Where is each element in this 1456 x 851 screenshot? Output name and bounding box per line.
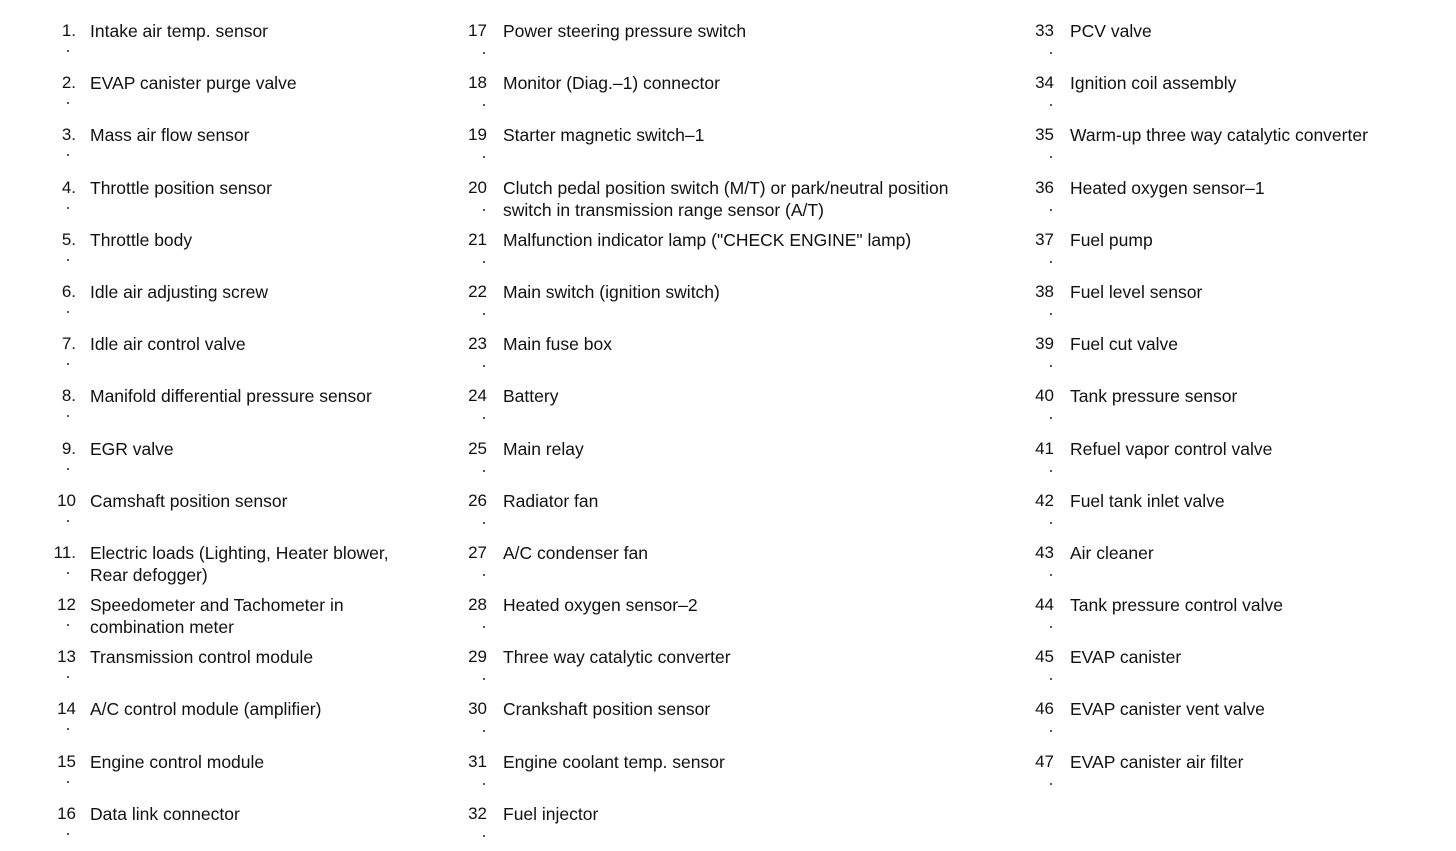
legend-item-label [90,385,372,407]
leader-dot [67,676,69,678]
legend-item-label [1070,438,1272,460]
legend-item-number: 17 [468,21,487,40]
legend-item-number: 2. [61,73,76,93]
legend-item-label-line: Transmission control module [90,647,314,668]
legend-item-label [90,698,321,720]
leader-dot [67,154,69,156]
legend-item-label [90,177,272,199]
legend-item-label-line: Electric loads (Lighting, Heater blower, [90,542,389,563]
legend-item-label [503,542,648,564]
legend-item [40,225,440,277]
leader-dot [67,415,69,417]
legend-item-label-line: Main relay [503,438,584,459]
legend-item-label-line: Intake air temp. sensor [90,21,268,41]
legend-item-label-line: Power steering pressure switch [503,21,747,41]
legend-item-label-line: Tank pressure sensor [1070,386,1238,407]
legend-item-label-line: PCV valve [1070,21,1152,41]
legend-item-number: 46 [1035,699,1054,719]
legend-item-label [503,385,558,407]
legend-item-number: 6. [61,281,76,301]
leader-dot [1050,313,1052,315]
legend-item-label-line: Idle air control valve [90,334,246,355]
legend-item [1022,538,1442,590]
leader-dot [483,313,485,315]
legend-item-number: 25 [468,438,487,458]
legend-item-label [90,229,192,251]
legend-item-label-line: EVAP canister vent valve [1070,699,1265,720]
legend-item-label-line: Battery [503,386,559,407]
leader-dot [1050,678,1052,680]
legend-item [40,799,440,851]
legend-item-label-line: Main switch (ignition switch) [503,281,720,302]
legend-item-label-line: Fuel injector [503,803,599,824]
legend-item [1022,486,1442,538]
leader-dot [67,728,69,730]
leader-dot [483,417,485,419]
legend-item-label-line: Clutch pedal position switch (M/T) or park/neutral position [503,177,949,198]
legend-item [40,120,440,172]
legend-item-number: 39 [1035,334,1054,354]
legend-column-3 [1022,16,1442,799]
legend-item-label-line: EGR valve [90,438,174,459]
legend-item-label-line: Engine control module [90,751,265,772]
legend-item-label [90,124,250,146]
legend-item-label [1070,124,1368,146]
leader-dot [1050,156,1052,158]
legend-item-label [1070,281,1202,303]
legend-item-label-line: Camshaft position sensor [90,490,288,511]
legend-item-label [503,72,720,94]
legend-item [455,173,1015,225]
legend-item [40,277,440,329]
legend-item [455,225,1015,277]
leader-dot [67,520,69,522]
leader-dot [1050,522,1052,524]
legend-item-label-line: Monitor (Diag.–1) connector [503,73,720,94]
legend-item-label-line: Fuel pump [1070,229,1153,250]
leader-dot [67,102,69,104]
leader-dot [67,833,69,835]
leader-dot [483,783,485,785]
legend-item-label [503,490,598,512]
legend-item-number: 27 [468,542,487,562]
legend-item-number: 22 [468,281,487,301]
legend-item-number: 20 [468,177,487,197]
legend-item-number: 13 [57,647,76,667]
legend-item [40,173,440,225]
leader-dot [67,624,69,626]
leader-dot [67,207,69,209]
leader-dot [1050,417,1052,419]
legend-item-number: 33 [1035,21,1054,40]
legend-item [40,642,440,694]
legend-item [40,486,440,538]
leader-dot [483,835,485,837]
legend-item-label-line: A/C condenser fan [503,542,648,563]
legend-item-label [1070,20,1152,42]
legend-item-number: 1. [61,21,76,40]
legend-item [1022,381,1442,433]
leader-dot [1050,52,1052,54]
legend-item-number: 19 [468,125,487,145]
legend-item-number: 24 [468,386,487,406]
legend-item [40,16,440,68]
legend-item-label [90,751,264,773]
legend-item-label-line: EVAP canister purge valve [90,73,297,94]
legend-item [455,16,1015,68]
legend-item-label [503,20,746,42]
legend-item-label-line: Fuel cut valve [1070,334,1178,355]
legend-item-label [1070,594,1283,616]
legend-item-number: 34 [1035,73,1054,93]
legend-item-number: 11. [53,542,76,562]
legend-item [1022,747,1442,799]
legend-item-label [503,646,731,668]
legend-item-number: 35 [1035,125,1054,145]
legend-item-label [1070,177,1265,199]
legend-item-number: 37 [1035,229,1054,249]
legend-item [455,538,1015,590]
legend-item [1022,694,1442,746]
legend-item-label [90,490,287,512]
legend-item-number: 15 [57,751,76,771]
legend-item-number: 18 [468,73,487,93]
legend-item-label-line: Refuel vapor control valve [1070,438,1273,459]
legend-item [455,381,1015,433]
legend-item-number: 14 [57,699,76,719]
legend-item-number: 21 [468,229,487,249]
legend-item-label [1070,385,1237,407]
legend-item-label-line: Main fuse box [503,334,612,355]
legend-item-label [1070,333,1178,355]
legend-item-label-line: Crankshaft position sensor [503,699,711,720]
legend-item-number: 28 [468,595,487,615]
legend-item [40,68,440,120]
legend-item-number: 26 [468,490,487,510]
legend-item-number: 45 [1035,647,1054,667]
legend-item [1022,329,1442,381]
leader-dot [1050,574,1052,576]
legend-item [40,747,440,799]
legend-item-label-line: EVAP canister [1070,647,1182,668]
legend-item-label-line: EVAP canister air filter [1070,751,1244,772]
legend-item [40,434,440,486]
legend-item-label [503,698,710,720]
leader-dot [1050,783,1052,785]
legend-item-number: 40 [1035,386,1054,406]
legend-item-label-line: Tank pressure control valve [1070,595,1284,616]
legend-item-label-line: Air cleaner [1070,542,1154,563]
legend-item-label [90,20,268,42]
legend-item [1022,434,1442,486]
leader-dot [483,678,485,680]
legend-item-label-line: Three way catalytic converter [503,647,731,668]
leader-dot [67,311,69,313]
legend-item [1022,277,1442,329]
legend-item-number: 32 [468,803,487,823]
legend-item-number: 47 [1035,751,1054,771]
legend-item [455,277,1015,329]
legend-item [455,329,1015,381]
legend-item-number: 23 [468,334,487,354]
leader-dot [1050,730,1052,732]
leader-dot [483,626,485,628]
legend-item [455,799,1015,851]
leader-dot [483,52,485,54]
legend-item-label [90,594,344,638]
legend-item-label-line: A/C control module (amplifier) [90,699,322,720]
legend-item-label-line: Heated oxygen sensor–1 [1070,177,1265,198]
legend-item-label [90,438,174,460]
legend-item-label-line: Engine coolant temp. sensor [503,751,725,772]
legend-item-number: 12 [57,595,76,615]
legend-item-number: 29 [468,647,487,667]
leader-dot [1050,365,1052,367]
leader-dot [1050,209,1052,211]
legend-item-label-line: Starter magnetic switch–1 [503,125,705,146]
legend-item-label [503,803,598,825]
legend-item [40,329,440,381]
legend-item-label-line: Heated oxygen sensor–2 [503,595,698,616]
legend-item-label [503,229,911,251]
leader-dot [483,470,485,472]
legend-item-number: 7. [61,334,76,354]
legend-item-label [1070,490,1225,512]
legend-item-number: 41 [1035,438,1054,458]
legend-item-number: 8. [61,386,76,406]
legend-column-1 [40,16,440,851]
legend-item-label-line: Rear defogger) [90,564,208,585]
legend-item [455,694,1015,746]
leader-dot [483,574,485,576]
legend-item-label [90,803,240,825]
leader-dot [1050,626,1052,628]
leader-dot [67,363,69,365]
leader-dot [483,261,485,263]
legend-item [1022,590,1442,642]
legend-item-label [503,281,720,303]
legend-item [1022,16,1442,68]
legend-item [455,590,1015,642]
legend-item-number: 3. [61,125,76,145]
legend-item-label [503,333,612,355]
legend-item-label-line: Warm-up three way catalytic converter [1070,125,1368,146]
leader-dot [67,468,69,470]
legend-item-label-line: Speedometer and Tachometer in [90,595,344,616]
legend-item-number: 31 [468,751,487,771]
legend-item-label [1070,72,1236,94]
legend-item-number: 10 [57,490,76,510]
leader-dot [67,572,69,574]
legend-item [1022,642,1442,694]
legend-item [455,120,1015,172]
leader-dot [483,156,485,158]
legend-item-number: 5. [61,229,76,249]
legend-column-2 [455,16,1015,851]
legend-item-label [1070,698,1265,720]
legend-item-number: 44 [1035,595,1054,615]
legend-item [455,642,1015,694]
legend-item-label [503,751,725,773]
legend-item-label-line: Fuel tank inlet valve [1070,490,1225,511]
legend-item-label [90,333,246,355]
legend-item-number: 36 [1035,177,1054,197]
legend-item [1022,173,1442,225]
legend-item [455,68,1015,120]
legend-item [455,486,1015,538]
legend-item [40,538,440,590]
legend-item-label-line: Manifold differential pressure sensor [90,386,372,407]
legend-item-label [90,281,268,303]
legend-item-number: 42 [1035,490,1054,510]
legend-item [1022,120,1442,172]
legend-item-label [503,594,698,616]
legend-item [40,381,440,433]
legend-item-label [1070,542,1154,564]
legend-item-label-line: Fuel level sensor [1070,281,1203,302]
legend-item-number: 38 [1035,281,1054,301]
legend-item-label-line: Data link connector [90,803,240,824]
leader-dot [67,259,69,261]
legend-item-label [503,124,704,146]
legend-item-number: 9. [61,438,76,458]
legend-item [40,694,440,746]
legend-item-label-line: Throttle position sensor [90,177,272,198]
legend-item-label-line: Malfunction indicator lamp ("CHECK ENGINE" lamp) [503,229,912,250]
leader-dot [1050,261,1052,263]
legend-item-number: 4. [61,177,76,197]
leader-dot [1050,104,1052,106]
legend-item [455,747,1015,799]
legend-item-label [1070,751,1243,773]
legend-item-label-line: switch in transmission range sensor (A/T) [503,199,824,220]
legend-item-label-line: Throttle body [90,229,193,250]
leader-dot [67,781,69,783]
leader-dot [483,104,485,106]
legend-item [455,434,1015,486]
legend-item [1022,68,1442,120]
leader-dot [1050,470,1052,472]
leader-dot [67,50,69,52]
legend-item-label-line: Idle air adjusting screw [90,281,268,302]
legend-item-label-line: Radiator fan [503,490,599,511]
legend-item-label-line: Ignition coil assembly [1070,73,1237,94]
legend-item-number: 16 [57,803,76,823]
leader-dot [483,522,485,524]
legend-item-label [1070,229,1153,251]
legend-item [1022,225,1442,277]
legend-item-label [90,72,297,94]
legend-item [40,590,440,642]
legend-item-label [503,438,584,460]
legend-item-label [503,177,948,221]
legend-item-number: 30 [468,699,487,719]
legend-item-label-line: combination meter [90,617,234,638]
leader-dot [483,209,485,211]
legend-item-label [90,542,389,586]
leader-dot [483,730,485,732]
leader-dot [483,365,485,367]
legend-item-label-line: Mass air flow sensor [90,125,250,146]
legend-item-label [90,646,313,668]
legend-item-label [1070,646,1181,668]
legend-item-number: 43 [1035,542,1054,562]
